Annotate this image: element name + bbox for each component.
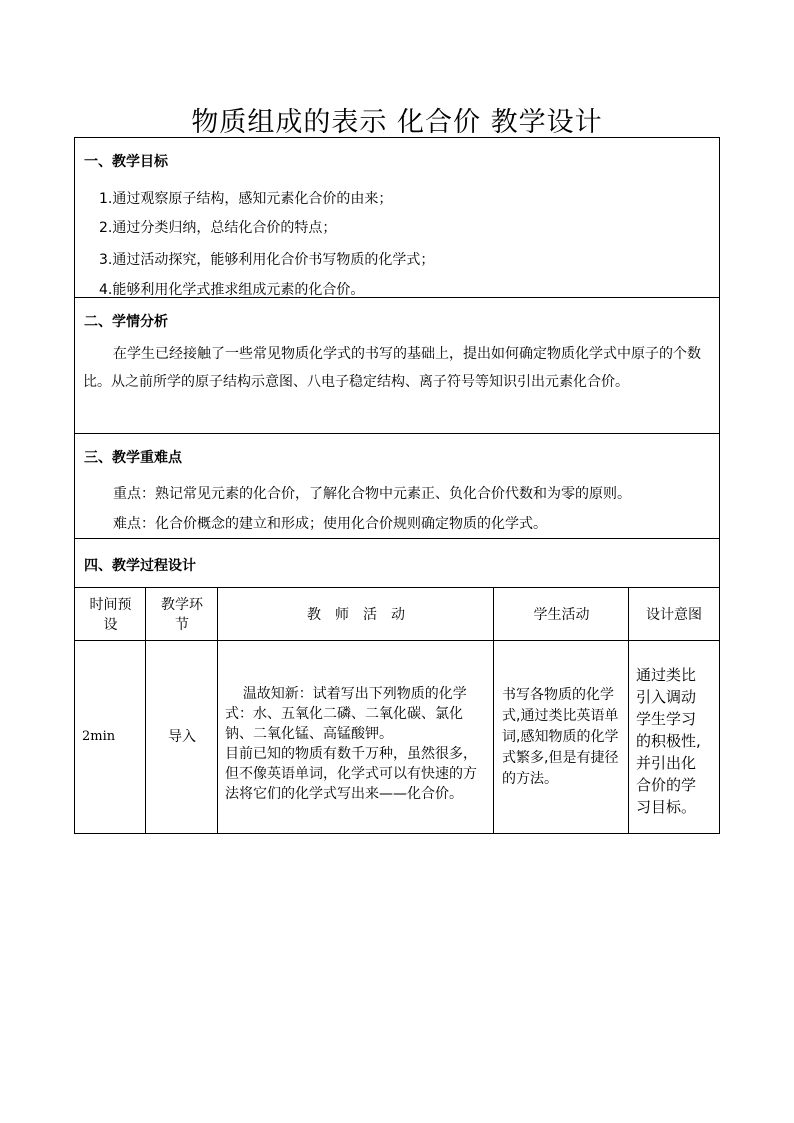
objective-item: 1.通过观察原子结构，感知元素化合价的由来；	[99, 191, 393, 207]
objective-item: 2.通过分类归纳，总结化合价的特点；	[99, 220, 337, 236]
header-teacher-activity: 教 师 活 动	[217, 587, 494, 640]
section-objectives	[74, 137, 720, 298]
row-stage: 导入	[145, 640, 218, 833]
learner-analysis-paragraph: 在学生已经接触了一些常见物质化学式的书写的基础上，提出如何确定物质化学式中原子的个数比。从之前所学的原子结构示意图、八电子稳定结构、离子符号等知识引出元素化合价。	[83, 346, 701, 390]
table-divider	[74, 833, 720, 834]
section-heading: 二、学情分析	[84, 314, 168, 330]
objective-item: 3.通过活动探究，能够利用化合价书写物质的化学式；	[99, 252, 435, 268]
key-point-text: 重点：熟记常见元素的化合价，了解化合物中元素正、负化合价代数和为零的原则。	[113, 486, 631, 502]
objective-item: 4.能够利用化学式推求组成元素的化合价。	[99, 282, 365, 298]
header-design-intent: 设计意图	[628, 587, 720, 640]
section-key-points	[74, 433, 720, 539]
header-stage: 教学环节	[145, 587, 218, 640]
header-student-activity: 学生活动	[493, 587, 629, 640]
row-design-intent: 通过类比引入调动学生学习的积极性,并引出化合价的学习目标。	[628, 640, 720, 833]
page-title: 物质组成的表示 化合价 教学设计	[191, 107, 603, 138]
difficulty-text: 难点：化合价概念的建立和形成；使用化合价规则确定物质的化学式。	[113, 516, 547, 532]
table-divider	[74, 587, 720, 588]
header-time: 时间预设	[74, 587, 146, 640]
row-time: 2min	[74, 640, 146, 833]
section-learner-analysis	[74, 297, 720, 434]
row-student-activity: 书写各物质的化学式,通过类比英语单词,感知物质的化学式繁多,但是有捷径的方法。	[493, 640, 629, 833]
section-heading: 一、教学目标	[84, 154, 168, 170]
row-teacher-activity: 温故知新：试着写出下列物质的化学式：水、五氧化二磷、二氧化碳、氯化钠、二氧化锰、高锰酸钾。 目前已知的物质有数千万种，虽然很多，但不像英语单词，化学式可以有快速的方法将它们的化学式写出来——化合价。	[217, 640, 494, 833]
process-table-header	[74, 587, 720, 640]
section-heading: 四、教学过程设计	[84, 558, 196, 574]
table-row	[74, 640, 720, 833]
section-process	[74, 538, 720, 588]
section-heading: 三、教学重难点	[84, 450, 182, 466]
